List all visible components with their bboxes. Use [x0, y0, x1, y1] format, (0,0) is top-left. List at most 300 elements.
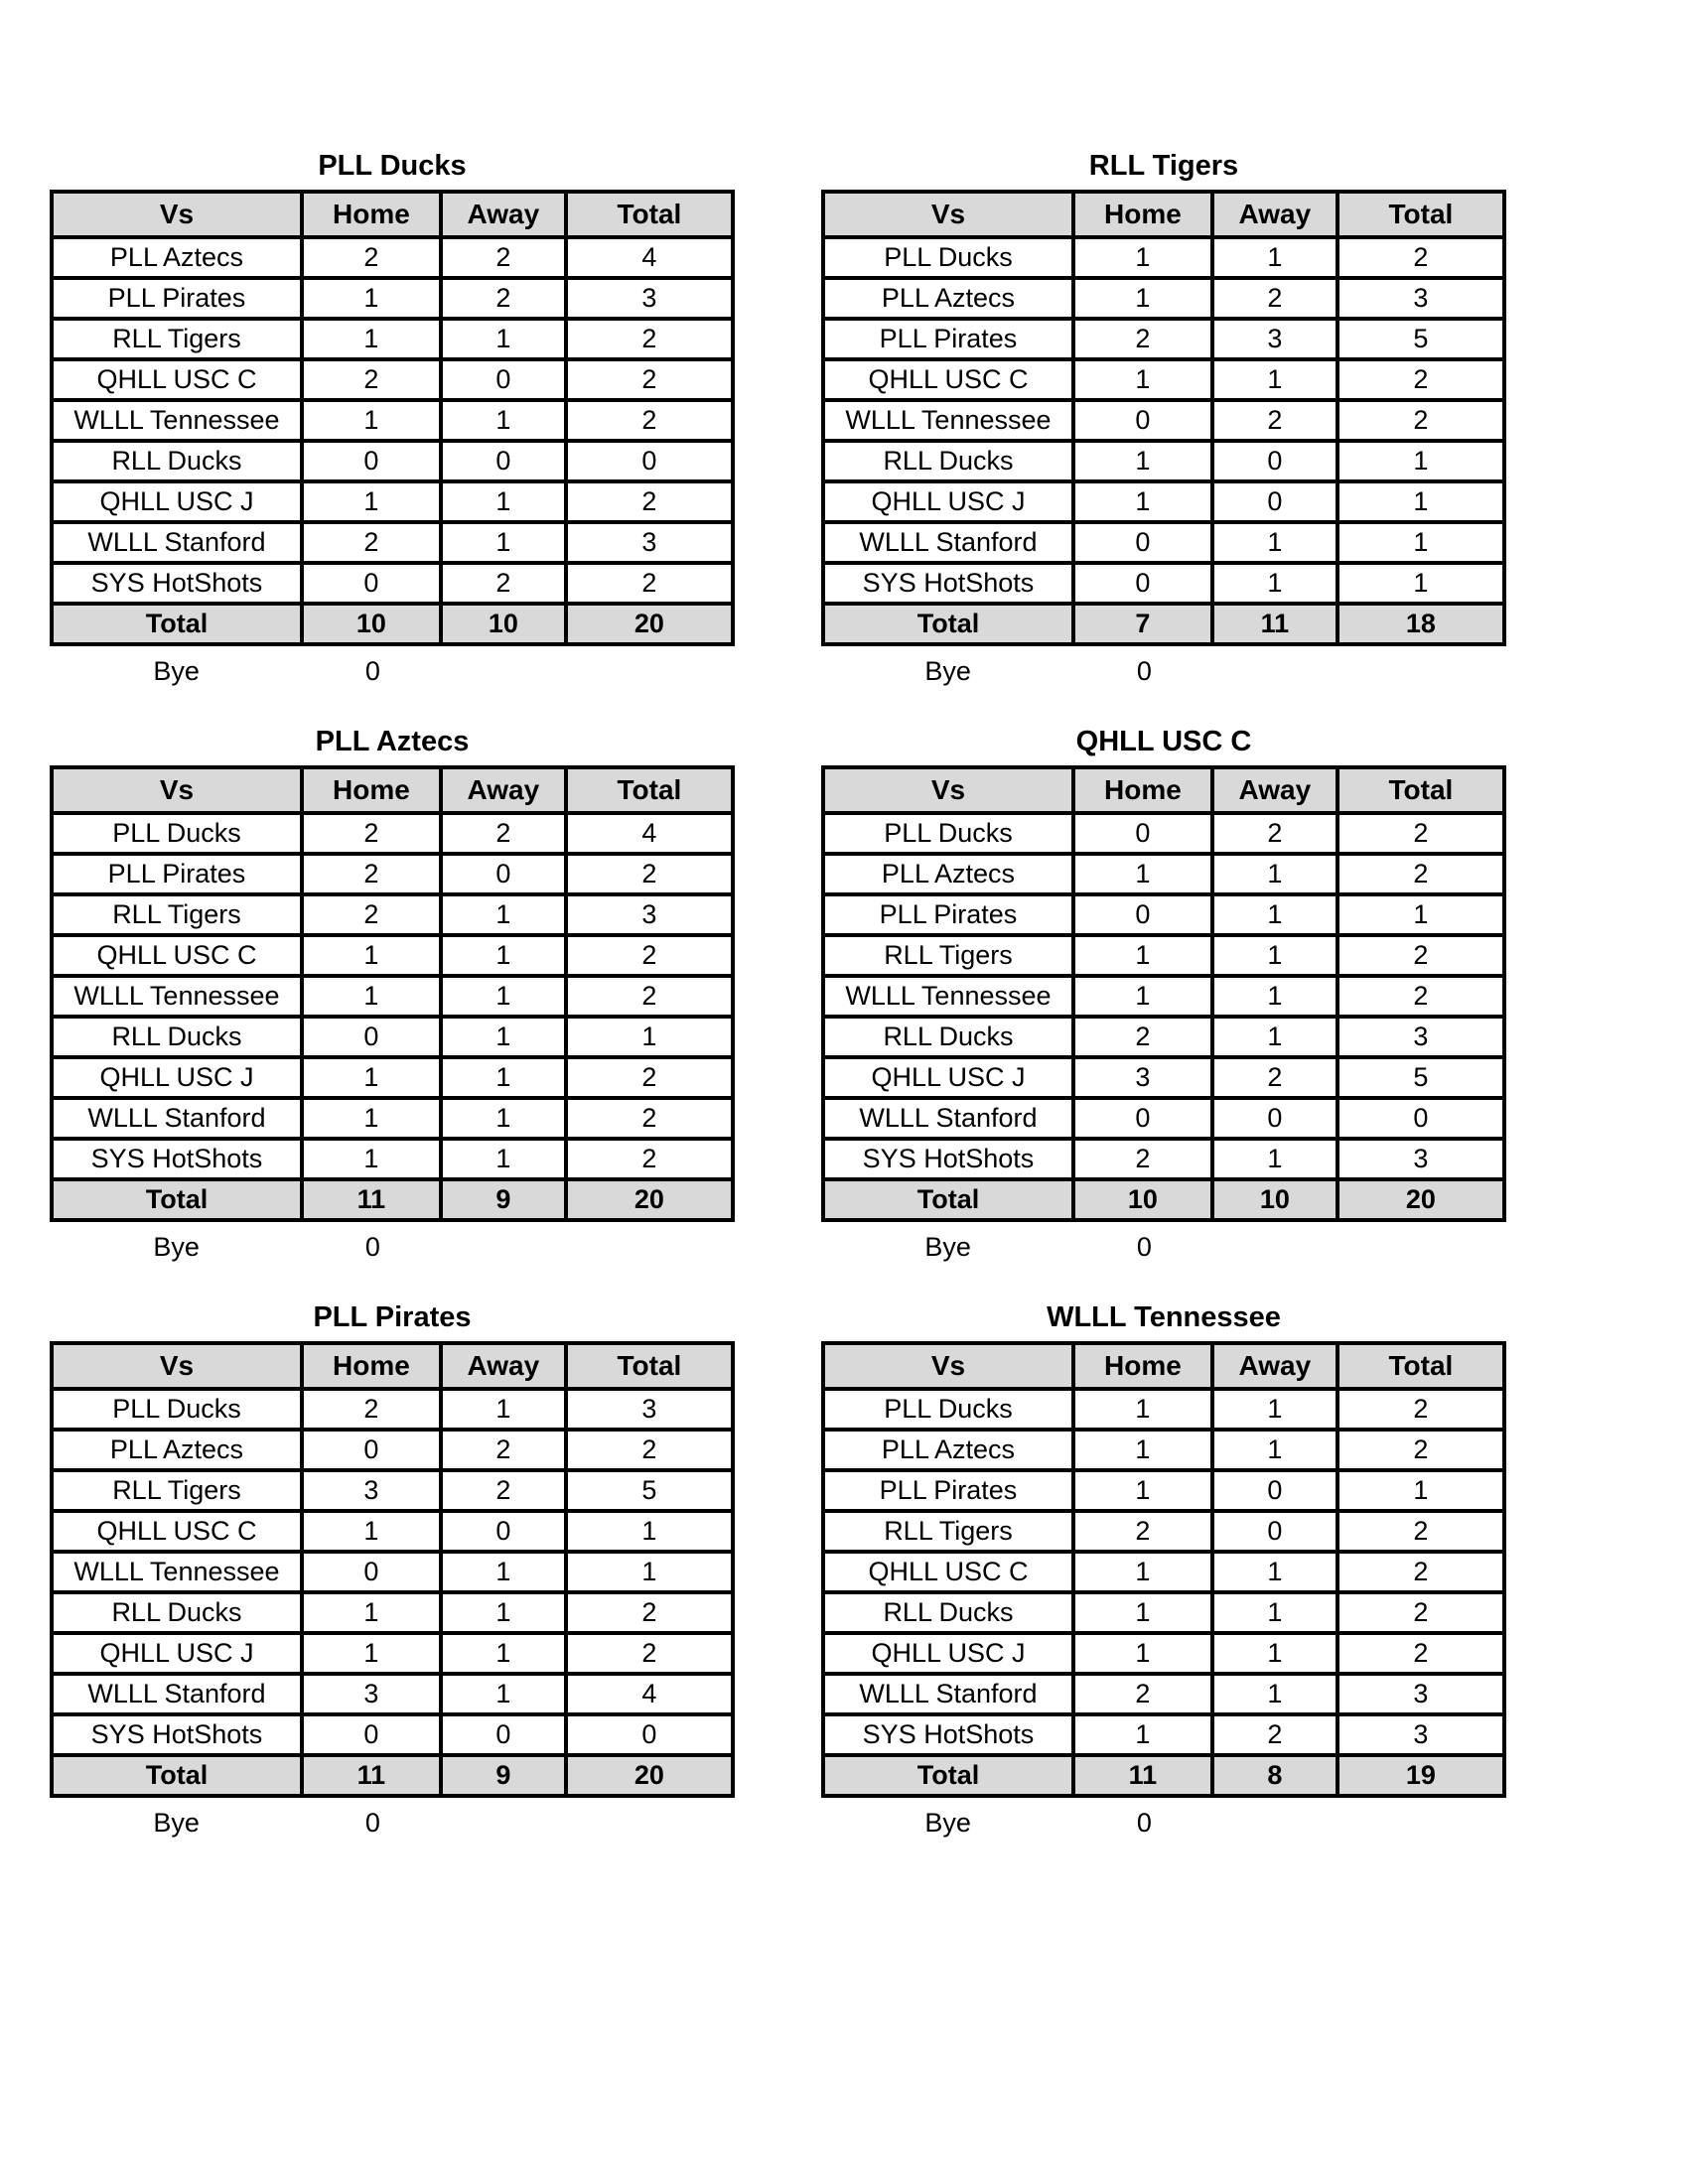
team-table-pll-pirates: [50, 1300, 735, 1843]
table-row: [52, 563, 733, 604]
header-row: [823, 1343, 1504, 1389]
table-row: [823, 441, 1504, 481]
away-cell: 1: [441, 319, 566, 359]
opponent-cell: PLL Aztecs: [52, 1430, 302, 1470]
bye-label: Bye: [153, 1808, 200, 1838]
column-header-vs: Vs: [823, 192, 1073, 237]
away-cell: 0: [1212, 1511, 1337, 1552]
column-header-total: Total: [566, 1343, 733, 1389]
home-cell: 1: [302, 1592, 441, 1633]
total-away-cell: 9: [441, 1755, 566, 1796]
table-row: [823, 894, 1504, 935]
home-cell: 2: [1073, 1511, 1212, 1552]
total-cell: 2: [1337, 1633, 1504, 1674]
home-cell: 0: [1073, 522, 1212, 563]
away-cell: 1: [441, 1389, 566, 1430]
table-row: [823, 1389, 1504, 1430]
home-cell: 1: [1073, 1592, 1212, 1633]
total-cell: 4: [566, 237, 733, 278]
home-cell: 2: [302, 359, 441, 400]
opponent-cell: PLL Ducks: [52, 813, 302, 854]
opponent-cell: PLL Ducks: [823, 237, 1073, 278]
table-row: [823, 976, 1504, 1017]
table-row: [823, 522, 1504, 563]
total-home-cell: 11: [302, 1179, 441, 1220]
opponent-cell: PLL Pirates: [52, 278, 302, 319]
home-cell: 0: [302, 1430, 441, 1470]
opponent-cell: RLL Tigers: [823, 935, 1073, 976]
away-cell: 0: [441, 441, 566, 481]
total-cell: 2: [566, 1592, 733, 1633]
total-cell: 2: [566, 1057, 733, 1098]
away-cell: 2: [1212, 1714, 1337, 1755]
total-cell: 2: [566, 854, 733, 894]
team-table-pll-aztecs: [50, 725, 735, 1268]
away-cell: 2: [441, 237, 566, 278]
opponent-cell: PLL Aztecs: [823, 278, 1073, 319]
home-cell: 2: [1073, 1674, 1212, 1714]
results-table: [50, 1341, 735, 1798]
away-cell: 2: [441, 1470, 566, 1511]
bye-row: [821, 650, 1506, 692]
home-cell: 3: [1073, 1057, 1212, 1098]
table-row: [823, 278, 1504, 319]
home-cell: 1: [1073, 359, 1212, 400]
away-cell: 1: [441, 400, 566, 441]
opponent-cell: QHLL USC C: [823, 359, 1073, 400]
home-cell: 1: [1073, 237, 1212, 278]
total-cell: 2: [1337, 1389, 1504, 1430]
column-header-total: Total: [1337, 1343, 1504, 1389]
table-row: [52, 1430, 733, 1470]
away-cell: 1: [1212, 1389, 1337, 1430]
opponent-cell: PLL Pirates: [52, 854, 302, 894]
opponent-cell: SYS HotShots: [52, 1714, 302, 1755]
total-cell: 2: [566, 359, 733, 400]
header-row: [52, 767, 733, 813]
opponent-cell: PLL Ducks: [823, 813, 1073, 854]
away-cell: 0: [1212, 1098, 1337, 1139]
table-header: [823, 192, 1504, 237]
column-header-vs: Vs: [823, 767, 1073, 813]
table-header: [52, 192, 733, 237]
opponent-cell: QHLL USC C: [52, 935, 302, 976]
table-title: QHLL USC C: [1075, 726, 1252, 757]
total-away-cell: 9: [441, 1179, 566, 1220]
table-row: [52, 441, 733, 481]
home-cell: 1: [302, 935, 441, 976]
table-row: [52, 1552, 733, 1592]
away-cell: 1: [1212, 563, 1337, 604]
away-cell: 2: [441, 1430, 566, 1470]
results-table: [821, 1341, 1506, 1798]
total-cell: 3: [566, 278, 733, 319]
header-row: [52, 192, 733, 237]
opponent-cell: RLL Ducks: [823, 1017, 1073, 1057]
total-cell: 3: [1337, 1139, 1504, 1179]
away-cell: 1: [441, 1552, 566, 1592]
home-cell: 0: [302, 441, 441, 481]
table-row: [823, 1511, 1504, 1552]
opponent-cell: SYS HotShots: [52, 563, 302, 604]
home-cell: 0: [302, 1714, 441, 1755]
opponent-cell: RLL Ducks: [52, 441, 302, 481]
column-header-vs: Vs: [52, 767, 302, 813]
bye-value: 0: [364, 656, 380, 686]
team-table-rll-tigers: [821, 149, 1506, 692]
table-row: [52, 1470, 733, 1511]
bye-label: Bye: [153, 656, 200, 686]
away-cell: 1: [1212, 1633, 1337, 1674]
results-table: [50, 190, 735, 646]
home-cell: 1: [302, 1511, 441, 1552]
table-row: [52, 1389, 733, 1430]
total-total-cell: 18: [1337, 604, 1504, 644]
home-cell: 1: [1073, 1389, 1212, 1430]
table-row: [823, 1592, 1504, 1633]
away-cell: 1: [1212, 894, 1337, 935]
home-cell: 2: [1073, 1017, 1212, 1057]
opponent-cell: QHLL USC J: [52, 1633, 302, 1674]
total-cell: 2: [1337, 359, 1504, 400]
away-cell: 3: [1212, 319, 1337, 359]
column-header-home: Home: [302, 192, 441, 237]
table-row: [52, 894, 733, 935]
total-away-cell: 10: [441, 604, 566, 644]
total-cell: 3: [566, 522, 733, 563]
table-row: [52, 1511, 733, 1552]
total-total-cell: 19: [1337, 1755, 1504, 1796]
opponent-cell: PLL Pirates: [823, 1470, 1073, 1511]
total-home-cell: 10: [1073, 1179, 1212, 1220]
bye-label: Bye: [924, 1808, 971, 1838]
home-cell: 1: [302, 278, 441, 319]
column-header-vs: Vs: [823, 1343, 1073, 1389]
bye-label: Bye: [924, 656, 971, 686]
home-cell: 0: [1073, 894, 1212, 935]
away-cell: 0: [1212, 1470, 1337, 1511]
home-cell: 3: [302, 1674, 441, 1714]
table-row: [823, 1017, 1504, 1057]
home-cell: 1: [1073, 1714, 1212, 1755]
table-row: [823, 400, 1504, 441]
opponent-cell: RLL Tigers: [52, 319, 302, 359]
table-row: [52, 1057, 733, 1098]
opponent-cell: RLL Ducks: [52, 1592, 302, 1633]
bye-row: [50, 650, 735, 692]
away-cell: 1: [441, 976, 566, 1017]
home-cell: 1: [302, 1057, 441, 1098]
total-cell: 1: [1337, 441, 1504, 481]
opponent-cell: RLL Tigers: [52, 894, 302, 935]
total-cell: 1: [566, 1017, 733, 1057]
bye-value: 0: [1136, 1808, 1152, 1838]
home-cell: 1: [1073, 278, 1212, 319]
total-cell: 2: [566, 563, 733, 604]
opponent-cell: SYS HotShots: [823, 1714, 1073, 1755]
home-cell: 2: [1073, 1139, 1212, 1179]
home-cell: 1: [302, 319, 441, 359]
table-row: [52, 1098, 733, 1139]
away-cell: 1: [441, 935, 566, 976]
opponent-cell: PLL Aztecs: [823, 1430, 1073, 1470]
opponent-cell: PLL Aztecs: [823, 854, 1073, 894]
table-title: RLL Tigers: [1088, 150, 1239, 182]
home-cell: 1: [1073, 854, 1212, 894]
away-cell: 0: [441, 1714, 566, 1755]
total-cell: 2: [1337, 1592, 1504, 1633]
total-total-cell: 20: [1337, 1179, 1504, 1220]
total-cell: 2: [566, 400, 733, 441]
results-table: [50, 765, 735, 1222]
total-cell: 3: [1337, 1017, 1504, 1057]
away-cell: 1: [1212, 1674, 1337, 1714]
total-cell: 5: [1337, 1057, 1504, 1098]
opponent-cell: QHLL USC C: [52, 359, 302, 400]
away-cell: 0: [1212, 441, 1337, 481]
home-cell: 0: [1073, 1098, 1212, 1139]
bye-row: [821, 1226, 1506, 1268]
home-cell: 1: [1073, 481, 1212, 522]
table-row: [52, 854, 733, 894]
opponent-cell: QHLL USC J: [52, 1057, 302, 1098]
opponent-cell: PLL Pirates: [823, 894, 1073, 935]
total-total-cell: 20: [566, 604, 733, 644]
total-cell: 2: [566, 319, 733, 359]
column-header-away: Away: [1212, 767, 1337, 813]
opponent-cell: WLLL Stanford: [823, 1674, 1073, 1714]
bye-value: 0: [1136, 656, 1152, 686]
home-cell: 0: [302, 1552, 441, 1592]
opponent-cell: WLLL Tennessee: [823, 400, 1073, 441]
bye-row: [50, 1802, 735, 1843]
column-header-vs: Vs: [52, 192, 302, 237]
total-total-cell: 20: [566, 1755, 733, 1796]
away-cell: 1: [1212, 1592, 1337, 1633]
table-row: [52, 976, 733, 1017]
column-header-vs: Vs: [52, 1343, 302, 1389]
home-cell: 1: [302, 1139, 441, 1179]
table-body: [52, 237, 733, 644]
column-header-home: Home: [1073, 1343, 1212, 1389]
opponent-cell: WLLL Stanford: [52, 1098, 302, 1139]
home-cell: 1: [1073, 1552, 1212, 1592]
bye-value: 0: [1136, 1232, 1152, 1262]
total-cell: 3: [566, 894, 733, 935]
home-cell: 1: [1073, 1470, 1212, 1511]
total-cell: 2: [566, 481, 733, 522]
total-label: Total: [823, 604, 1073, 644]
table-row: [52, 319, 733, 359]
away-cell: 2: [1212, 1057, 1337, 1098]
away-cell: 1: [1212, 1552, 1337, 1592]
total-cell: 2: [566, 1098, 733, 1139]
table-row: [823, 563, 1504, 604]
table-row: [823, 359, 1504, 400]
total-row: [823, 1179, 1504, 1220]
away-cell: 0: [441, 854, 566, 894]
total-cell: 5: [566, 1470, 733, 1511]
column-header-away: Away: [1212, 1343, 1337, 1389]
table-row: [52, 237, 733, 278]
away-cell: 2: [441, 813, 566, 854]
away-cell: 2: [441, 278, 566, 319]
home-cell: 1: [1073, 976, 1212, 1017]
table-row: [823, 813, 1504, 854]
opponent-cell: RLL Ducks: [823, 441, 1073, 481]
table-row: [823, 935, 1504, 976]
home-cell: 2: [302, 237, 441, 278]
total-label: Total: [823, 1755, 1073, 1796]
total-cell: 2: [1337, 976, 1504, 1017]
bye-value: 0: [364, 1808, 380, 1838]
total-cell: 0: [566, 1714, 733, 1755]
table-row: [52, 481, 733, 522]
home-cell: 1: [1073, 1430, 1212, 1470]
opponent-cell: QHLL USC J: [823, 1633, 1073, 1674]
column-header-away: Away: [441, 767, 566, 813]
opponent-cell: WLLL Tennessee: [52, 400, 302, 441]
home-cell: 0: [302, 1017, 441, 1057]
total-cell: 3: [1337, 1674, 1504, 1714]
away-cell: 1: [441, 1592, 566, 1633]
away-cell: 1: [1212, 854, 1337, 894]
total-label: Total: [52, 1755, 302, 1796]
home-cell: 1: [1073, 441, 1212, 481]
opponent-cell: PLL Aztecs: [52, 237, 302, 278]
total-cell: 1: [1337, 1470, 1504, 1511]
table-row: [823, 481, 1504, 522]
table-row: [823, 1139, 1504, 1179]
table-row: [823, 1057, 1504, 1098]
total-cell: 1: [1337, 894, 1504, 935]
away-cell: 1: [1212, 237, 1337, 278]
total-cell: 2: [566, 1633, 733, 1674]
column-header-home: Home: [302, 1343, 441, 1389]
table-row: [52, 400, 733, 441]
header-row: [823, 767, 1504, 813]
opponent-cell: PLL Pirates: [823, 319, 1073, 359]
away-cell: 1: [441, 894, 566, 935]
table-body: [823, 237, 1504, 644]
total-cell: 2: [566, 976, 733, 1017]
home-cell: 0: [302, 563, 441, 604]
table-row: [52, 522, 733, 563]
home-cell: 2: [1073, 319, 1212, 359]
column-header-away: Away: [441, 1343, 566, 1389]
total-home-cell: 11: [1073, 1755, 1212, 1796]
home-cell: 2: [302, 854, 441, 894]
total-cell: 2: [1337, 854, 1504, 894]
away-cell: 1: [1212, 1139, 1337, 1179]
column-header-away: Away: [441, 192, 566, 237]
away-cell: 1: [1212, 1017, 1337, 1057]
table-row: [823, 1552, 1504, 1592]
total-home-cell: 10: [302, 604, 441, 644]
total-cell: 3: [1337, 1714, 1504, 1755]
table-row: [823, 1430, 1504, 1470]
table-body: [823, 1389, 1504, 1796]
header-row: [823, 192, 1504, 237]
home-cell: 1: [302, 1633, 441, 1674]
total-label: Total: [52, 1179, 302, 1220]
table-header: [52, 1343, 733, 1389]
opponent-cell: WLLL Tennessee: [52, 1552, 302, 1592]
total-cell: 1: [566, 1511, 733, 1552]
opponent-cell: SYS HotShots: [823, 1139, 1073, 1179]
total-cell: 3: [566, 1389, 733, 1430]
bye-row: [50, 1226, 735, 1268]
total-cell: 4: [566, 813, 733, 854]
team-table-pll-ducks: [50, 149, 735, 692]
table-row: [823, 1674, 1504, 1714]
table-row: [52, 935, 733, 976]
home-cell: 1: [302, 976, 441, 1017]
total-cell: 2: [1337, 1552, 1504, 1592]
total-cell: 1: [1337, 522, 1504, 563]
total-total-cell: 20: [566, 1179, 733, 1220]
away-cell: 1: [441, 1139, 566, 1179]
away-cell: 1: [441, 1017, 566, 1057]
total-cell: 2: [1337, 813, 1504, 854]
table-row: [52, 278, 733, 319]
table-header: [823, 1343, 1504, 1389]
away-cell: 1: [441, 1057, 566, 1098]
total-away-cell: 11: [1212, 604, 1337, 644]
total-cell: 2: [1337, 935, 1504, 976]
total-cell: 4: [566, 1674, 733, 1714]
total-cell: 2: [566, 1139, 733, 1179]
home-cell: 0: [1073, 400, 1212, 441]
table-body: [52, 813, 733, 1220]
table-row: [823, 237, 1504, 278]
column-header-away: Away: [1212, 192, 1337, 237]
opponent-cell: RLL Ducks: [823, 1592, 1073, 1633]
results-table: [821, 765, 1506, 1222]
bye-label: Bye: [924, 1232, 971, 1262]
bye-value: 0: [364, 1232, 380, 1262]
away-cell: 0: [441, 359, 566, 400]
total-row: [52, 1179, 733, 1220]
home-cell: 0: [1073, 563, 1212, 604]
table-title: PLL Aztecs: [315, 726, 470, 757]
away-cell: 1: [1212, 522, 1337, 563]
opponent-cell: WLLL Stanford: [52, 1674, 302, 1714]
home-cell: 1: [302, 1098, 441, 1139]
column-header-home: Home: [302, 767, 441, 813]
table-row: [52, 1017, 733, 1057]
opponent-cell: PLL Ducks: [52, 1389, 302, 1430]
away-cell: 1: [441, 1674, 566, 1714]
away-cell: 2: [1212, 400, 1337, 441]
team-table-wlll-tennessee: [821, 1300, 1506, 1843]
opponent-cell: QHLL USC J: [823, 481, 1073, 522]
column-header-total: Total: [1337, 192, 1504, 237]
total-cell: 3: [1337, 278, 1504, 319]
table-header: [52, 767, 733, 813]
table-row: [52, 359, 733, 400]
opponent-cell: WLLL Stanford: [823, 1098, 1073, 1139]
opponent-cell: QHLL USC J: [52, 481, 302, 522]
table-title: PLL Pirates: [313, 1301, 472, 1333]
total-label: Total: [52, 604, 302, 644]
bye-label: Bye: [153, 1232, 200, 1262]
opponent-cell: QHLL USC C: [823, 1552, 1073, 1592]
total-cell: 1: [566, 1552, 733, 1592]
opponent-cell: QHLL USC J: [823, 1057, 1073, 1098]
total-cell: 1: [1337, 481, 1504, 522]
total-cell: 0: [1337, 1098, 1504, 1139]
